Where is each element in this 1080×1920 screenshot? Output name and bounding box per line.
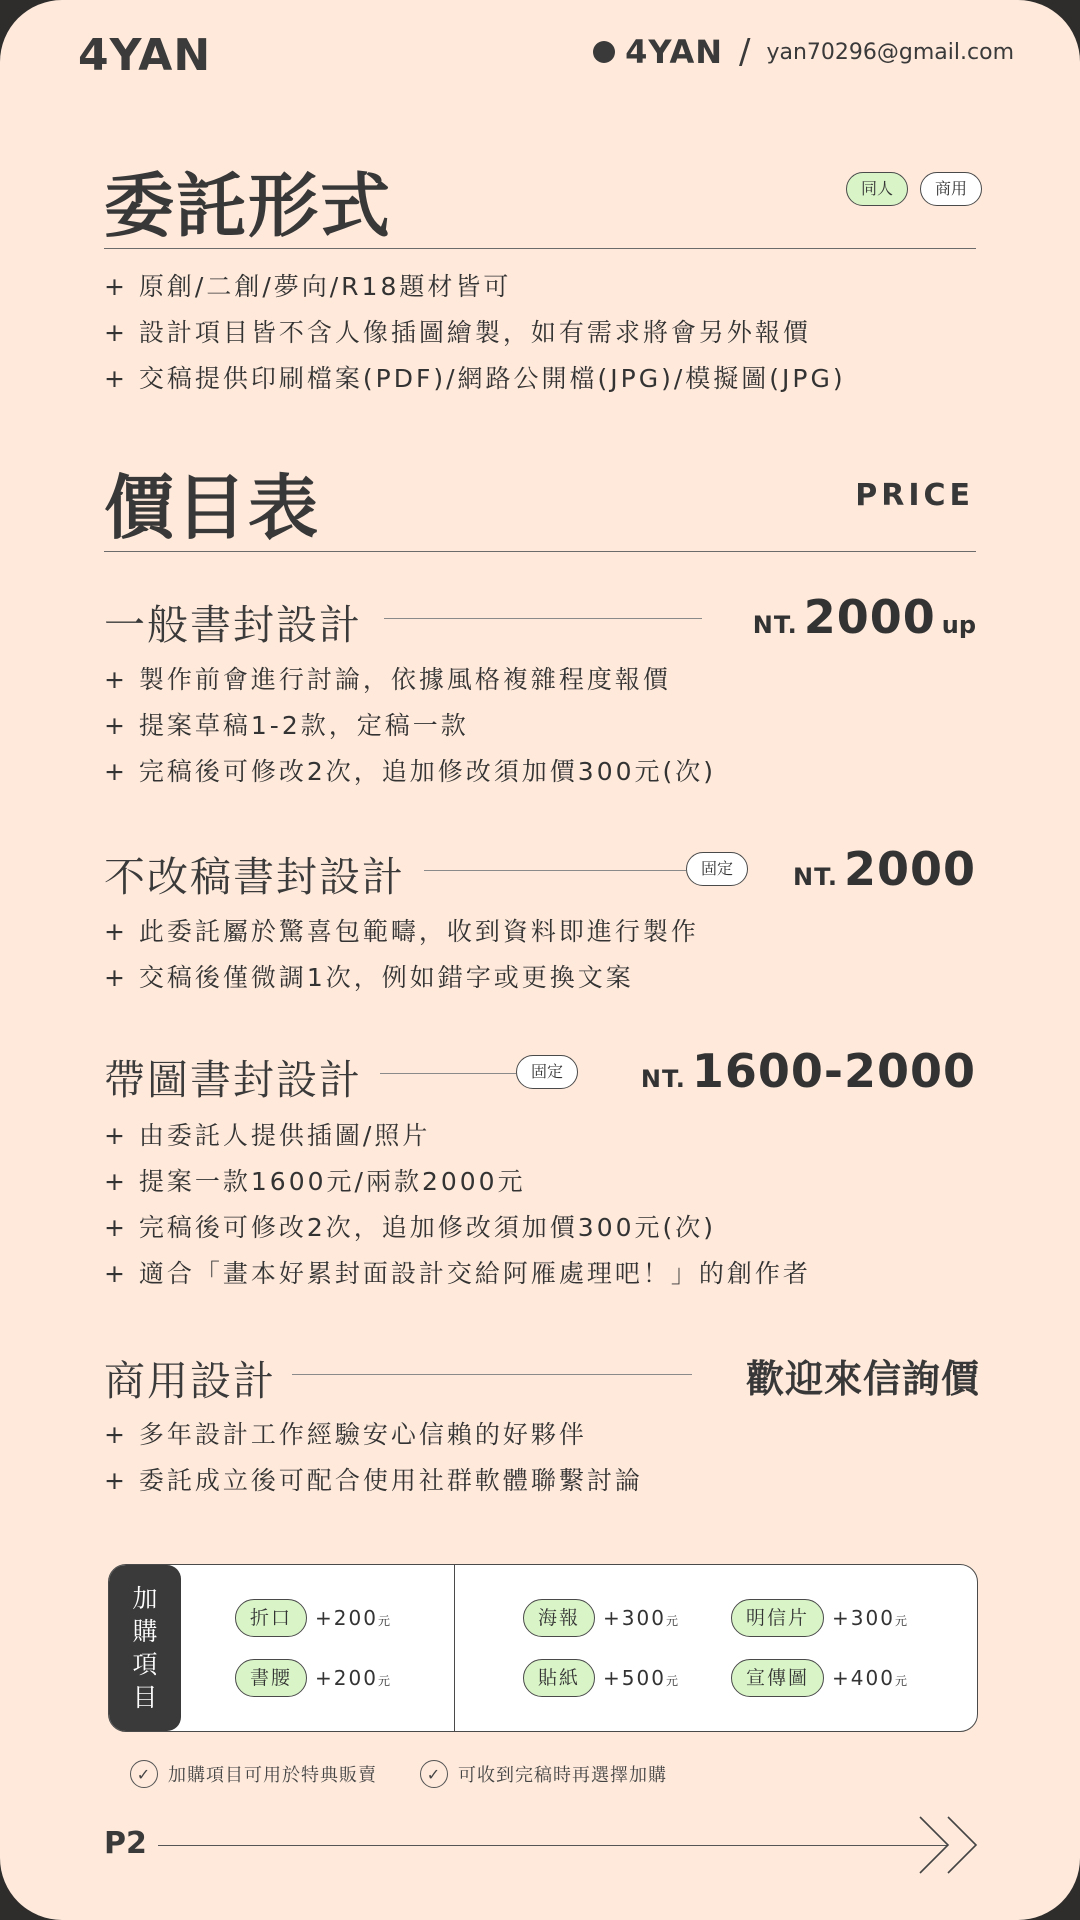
addon-unit: 元 — [894, 1614, 907, 1628]
addon-label-char: 購 — [132, 1617, 158, 1646]
fixed-tag: 固定 — [686, 852, 748, 886]
price-list-title: 價目表 — [104, 467, 320, 549]
list-item: + 委託成立後可配合使用社群軟體聯繫討論 — [104, 1466, 643, 1495]
addon-price — [832, 1666, 907, 1690]
commission-bullets — [104, 264, 846, 402]
addon-name: 海報 — [523, 1599, 595, 1637]
contact-brand: 4YAN — [625, 33, 724, 71]
addon-label-char: 加 — [132, 1584, 158, 1613]
commission-title: 委託形式 — [104, 165, 392, 247]
addon-price-value: +300 — [603, 1606, 666, 1630]
tag-doujin: 同人 — [846, 172, 908, 206]
section-price — [753, 590, 976, 644]
addon-panel — [108, 1564, 978, 1732]
addon-price-value: +200 — [315, 1606, 378, 1630]
section-title: 帶圖書封設計 — [104, 1056, 362, 1104]
list-item: + 完稿後可修改2次，追加修改須加價300元(次) — [104, 1213, 717, 1242]
list-item: + 製作前會進行討論，依據風格複雜程度報價 — [104, 665, 671, 694]
addon-name: 貼紙 — [523, 1659, 595, 1697]
bullet-dot-icon — [593, 41, 615, 63]
section-price-text: 歡迎來信詢價 — [745, 1357, 980, 1401]
addon-price — [832, 1606, 907, 1630]
section-title: 商用設計 — [104, 1357, 276, 1405]
addon-note — [130, 1760, 377, 1788]
divider — [104, 248, 976, 249]
list-item: + 此委託屬於驚喜包範疇，收到資料即進行製作 — [104, 917, 699, 946]
list-item: + 提案草稿1-2款，定稿一款 — [104, 711, 469, 740]
note-text: 加購項目可用於特典販賣 — [168, 1765, 377, 1786]
list-item: + 原創/二創/夢向/R18題材皆可 — [104, 272, 512, 301]
addon-unit: 元 — [377, 1614, 390, 1628]
brand-logo: 4YAN — [78, 30, 212, 81]
addon-name: 折口 — [235, 1599, 307, 1637]
addon-item — [731, 1659, 907, 1697]
addon-price-value: +300 — [832, 1606, 895, 1630]
section-price — [641, 1044, 976, 1098]
contact-email[interactable]: yan70296@gmail.com — [766, 39, 1014, 65]
section-bullets — [104, 1113, 811, 1297]
addon-note — [420, 1760, 667, 1788]
divider — [104, 551, 976, 552]
section-price — [793, 842, 976, 896]
addon-unit: 元 — [665, 1614, 678, 1628]
price-currency: NT. — [640, 1065, 686, 1093]
price-currency: NT. — [793, 863, 838, 891]
commission-tags — [846, 172, 982, 206]
addon-item — [523, 1659, 678, 1697]
price-value: 1600-2000 — [691, 1044, 976, 1098]
list-item: + 由委託人提供插圖/照片 — [104, 1121, 431, 1150]
contact-info — [593, 32, 1014, 72]
page-number: P2 — [104, 1826, 147, 1861]
section-bullets — [104, 909, 699, 1001]
addon-item — [523, 1599, 678, 1637]
list-item: + 提案一款1600元/兩款2000元 — [104, 1167, 526, 1196]
addon-price — [315, 1666, 390, 1690]
price-value: 2000 — [803, 590, 936, 644]
addon-item — [731, 1599, 907, 1637]
addon-name: 明信片 — [731, 1599, 824, 1637]
section-title: 不改稿書封設計 — [104, 853, 405, 901]
list-item: + 交稿提供印刷檔案(PDF)/網路公開檔(JPG)/模擬圖(JPG) — [104, 364, 846, 393]
addon-name: 宣傳圖 — [731, 1659, 824, 1697]
addon-name: 書腰 — [235, 1659, 307, 1697]
addon-unit: 元 — [894, 1674, 907, 1688]
leader-line — [384, 618, 702, 619]
list-item: + 多年設計工作經驗安心信賴的好夥伴 — [104, 1420, 587, 1449]
addon-price-value: +400 — [832, 1666, 895, 1690]
section-title: 一般書封設計 — [104, 601, 362, 649]
leader-line — [424, 870, 686, 871]
section-bullets — [104, 657, 716, 795]
list-item: + 設計項目皆不含人像插圖繪製，如有需求將會另外報價 — [104, 318, 811, 347]
addon-divider — [454, 1565, 455, 1731]
tag-commercial: 商用 — [920, 172, 982, 206]
contact-separator: / — [739, 32, 751, 72]
leader-line — [292, 1374, 692, 1375]
price-currency: NT. — [752, 611, 798, 639]
list-item: + 交稿後僅微調1次，例如錯字或更換文案 — [104, 963, 634, 992]
leader-line — [380, 1073, 516, 1074]
check-icon: ✓ — [130, 1760, 158, 1788]
addon-label-char: 項 — [132, 1650, 158, 1679]
addon-price — [603, 1606, 678, 1630]
addon-label — [109, 1565, 181, 1731]
price-value: 2000 — [843, 842, 976, 896]
addon-unit: 元 — [377, 1674, 390, 1688]
footer-line — [158, 1845, 948, 1846]
section-bullets — [104, 1412, 643, 1504]
addon-unit: 元 — [665, 1674, 678, 1688]
addon-item — [235, 1659, 390, 1697]
list-item: + 適合「畫本好累封面設計交給阿雁處理吧！」的創作者 — [104, 1259, 811, 1288]
check-icon: ✓ — [420, 1760, 448, 1788]
price-suffix: up — [941, 611, 976, 639]
note-text: 可收到完稿時再選擇加購 — [458, 1765, 667, 1786]
list-item: + 完稿後可修改2次，追加修改須加價300元(次) — [104, 757, 717, 786]
addon-label-char: 目 — [132, 1683, 158, 1712]
price-list-subtitle: PRICE — [855, 478, 974, 513]
addon-price-value: +200 — [315, 1666, 378, 1690]
addon-price — [603, 1666, 678, 1690]
addon-price-value: +500 — [603, 1666, 666, 1690]
addon-price — [315, 1606, 390, 1630]
addon-item — [235, 1599, 390, 1637]
fixed-tag: 固定 — [516, 1055, 578, 1089]
double-chevron-right-icon[interactable] — [918, 1814, 980, 1876]
